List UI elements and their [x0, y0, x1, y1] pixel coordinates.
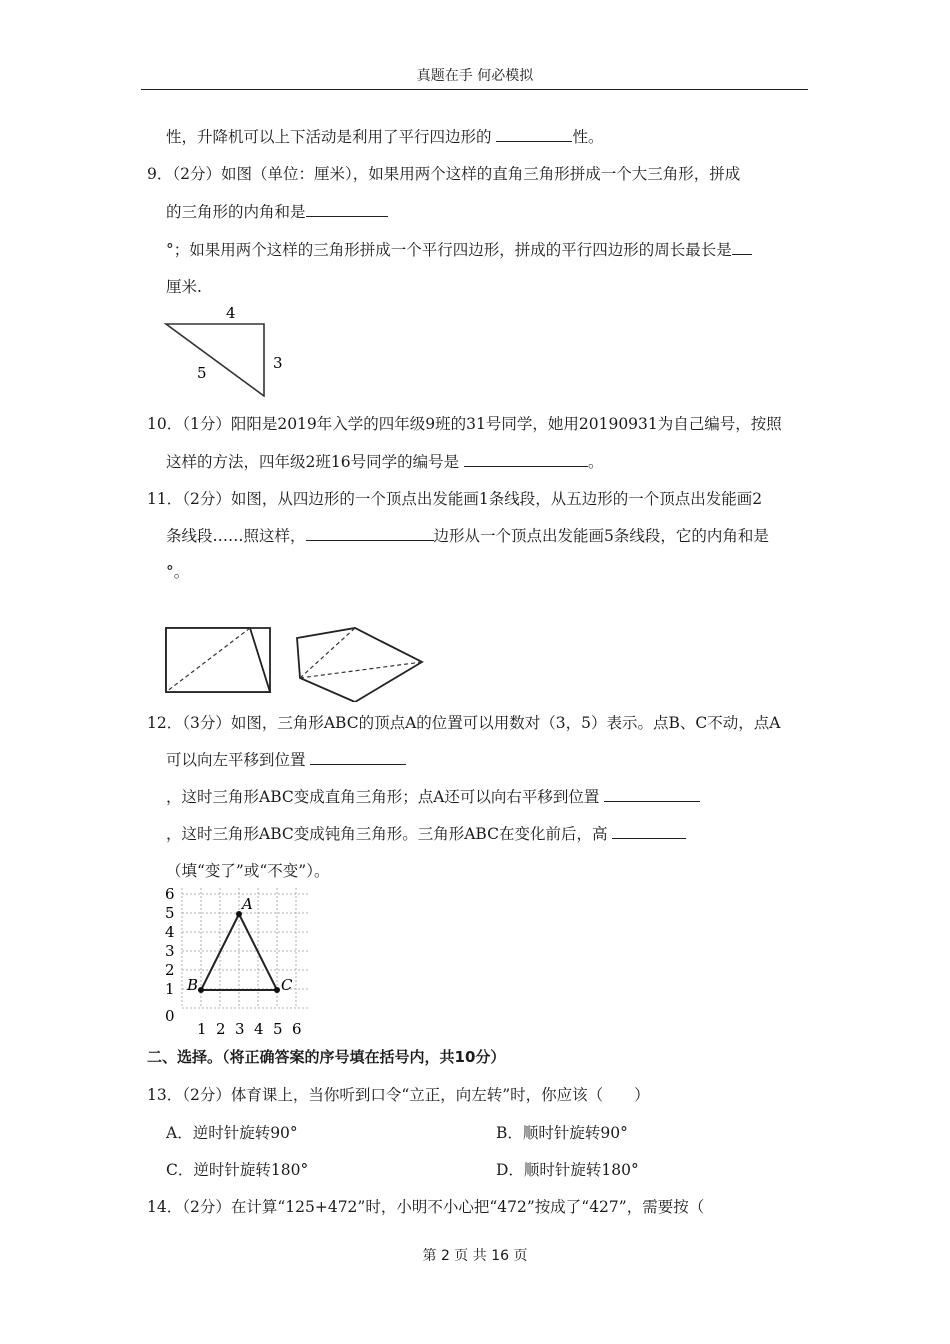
y-tick-label: 6 [165, 885, 175, 903]
q11-polygon-figures [160, 622, 440, 702]
label-a: A [242, 895, 253, 913]
q13-option-a[interactable]: A．逆时针旋转90° [166, 1124, 298, 1142]
q12-grid-figure [160, 884, 310, 1036]
header-divider [141, 89, 808, 90]
q10-line2 [166, 450, 604, 472]
x-tick-label: 3 [235, 1020, 245, 1036]
q11-line3: °。 [166, 563, 190, 581]
x-tick-label: 2 [216, 1020, 226, 1036]
page-header: 真题在手 何必模拟 [416, 68, 534, 84]
q9-line2 [166, 200, 388, 222]
pentagon [297, 628, 422, 702]
q13-stem: 13．（2分）体育课上，当你听到口令“立正，向左转”时，你应该（ ） [147, 1086, 650, 1104]
q12-line2 [166, 748, 406, 770]
q13-option-d[interactable]: D．顺时针旋转180° [496, 1161, 639, 1179]
q11-line2 [166, 524, 769, 546]
label-c: C [281, 976, 293, 994]
x-tick-label: 1 [197, 1020, 207, 1036]
q10-line2-end: 。 [588, 453, 604, 471]
side-label-top: 4 [226, 304, 236, 322]
trapezoid-shape [166, 628, 270, 692]
q12-line4 [166, 822, 686, 844]
point-b [198, 987, 204, 993]
q9-blank-2[interactable] [732, 253, 752, 255]
point-c [274, 987, 280, 993]
q11-line2-text: 条线段……照这样， [166, 527, 306, 545]
q9-line1: 9．（2分）如图（单位：厘米），如果用两个这样的直角三角形拼成一个大三角形，拼成 [147, 165, 741, 183]
q13-option-c[interactable]: C．逆时针旋转180° [166, 1161, 309, 1179]
x-tick-label: 4 [254, 1020, 264, 1036]
q14-stem: 14．（2分）在计算“125+472”时，小明不小心把“472”按成了“427”，需要按（ [147, 1198, 705, 1216]
q10-line1: 10．（1分）阳阳是2019年入学的四年级9班的31号同学，她用20190931为自己编号，按照 [147, 415, 782, 433]
side-label-right: 3 [273, 354, 283, 372]
q9-triangle-figure [160, 302, 290, 397]
y-tick-label: 1 [165, 980, 175, 998]
x-axis-ticks [197, 1020, 302, 1036]
q12-blank-3[interactable] [612, 837, 686, 839]
q12-line4-text: ，这时三角形ABC变成钝角三角形。三角形ABC在变化前后，高 [166, 825, 613, 843]
q12-line3-text: ，这时三角形ABC变成直角三角形；点A还可以向右平移到位置 [166, 788, 605, 806]
q8-text: 性，升降机可以上下活动是利用了平行四边形的 [166, 128, 497, 146]
right-triangle [166, 324, 264, 396]
q13-option-b[interactable]: B．顺时针旋转90° [496, 1124, 628, 1142]
x-tick-label: 5 [273, 1020, 283, 1036]
q8-tail [166, 125, 603, 147]
q12-line3 [166, 785, 700, 807]
q12-blank-2[interactable] [604, 800, 700, 802]
q12-blank-1[interactable] [310, 763, 406, 765]
q9-line3 [166, 238, 752, 260]
q8-blank[interactable] [496, 140, 572, 142]
q10-blank[interactable] [464, 465, 588, 467]
q12-line5: （填“变了”或“不变”）。 [166, 862, 330, 880]
q11-blank-1[interactable] [306, 539, 434, 541]
y-tick-label: 3 [165, 942, 175, 960]
q9-line3-text: °；如果用两个这样的三角形拼成一个平行四边形，拼成的平行四边形的周长最长是 [166, 241, 732, 259]
section-2-title: 二、选择。（将正确答案的序号填在括号内，共10分） [147, 1048, 506, 1066]
q10-line2-text: 这样的方法，四年级2班16号同学的编号是 [166, 453, 465, 471]
y-tick-label: 4 [165, 923, 175, 941]
q12-line2-text: 可以向左平移到位置 [166, 751, 311, 769]
q11-line2-end: 边形从一个顶点出发能画5条线段，它的内角和是 [433, 527, 769, 545]
q8-text-end: 性。 [572, 128, 604, 146]
q9-blank-1[interactable] [306, 215, 388, 217]
q9-line2-text: 的三角形的内角和是 [166, 203, 306, 221]
side-label-hypotenuse: 5 [197, 364, 207, 382]
q11-line1: 11．（2分）如图，从四边形的一个顶点出发能画1条线段，从五边形的一个顶点出发能画2 [147, 490, 763, 508]
q12-line1: 12．（3分）如图，三角形ABC的顶点A的位置可以用数对（3，5）表示。点B、C不动，点A [147, 714, 781, 732]
y-tick-label: 2 [165, 961, 175, 979]
y-tick-label: 0 [165, 1007, 175, 1025]
y-axis-ticks [165, 885, 175, 1025]
label-b: B [187, 976, 199, 994]
y-tick-label: 5 [165, 904, 175, 922]
q9-line4: 厘米. [166, 278, 202, 296]
page-footer: 第 2 页 共 16 页 [422, 1248, 528, 1264]
x-tick-label: 6 [292, 1020, 302, 1036]
